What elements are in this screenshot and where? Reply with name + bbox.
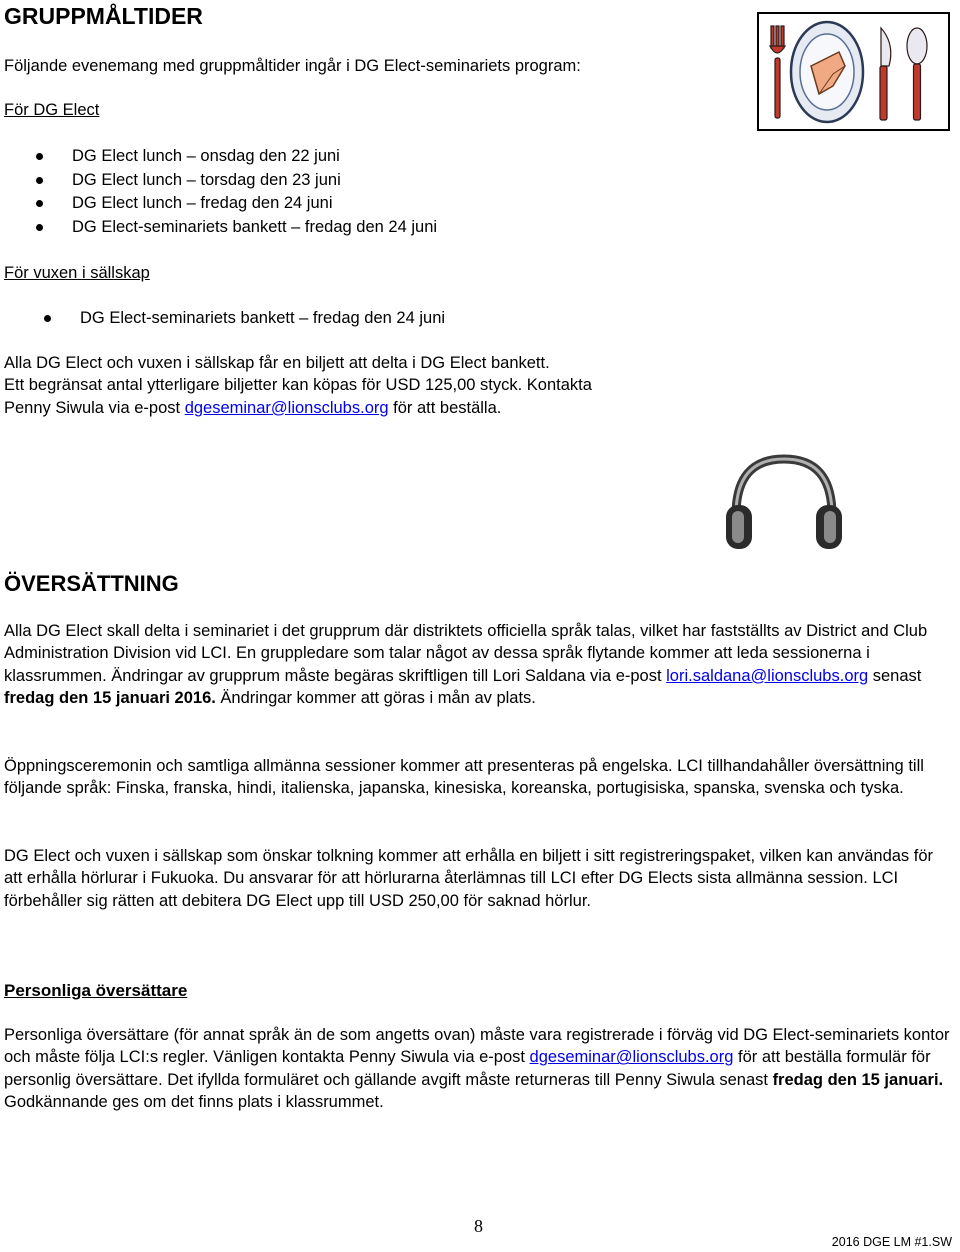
- email-link[interactable]: lori.saldana@lionsclubs.org: [666, 666, 869, 685]
- translation-heading: ÖVERSÄTTNING: [4, 571, 179, 596]
- group-title-dg-elect: För DG Elect: [4, 101, 100, 119]
- email-link[interactable]: dgeseminar@lionsclubs.org: [184, 398, 389, 417]
- list-item: DG Elect-seminariets bankett – fredag den 24 juni: [12, 307, 712, 331]
- meals-text-line-2: Ett begränsat antal ytterligare biljetter kan köpas för USD 125,00 styck. Kontakta: [4, 376, 592, 395]
- adult-guest-meal-list: [12, 307, 712, 331]
- headphones-image: [722, 453, 846, 553]
- list-item: DG Elect lunch – fredag den 24 juni: [4, 192, 704, 216]
- personal-translators-paragraph: Personliga översättare (för annat språk än de som angetts ovan) måste vara registrerade i förväg vid DG Elect-seminariets kontor och måste följa LCI:s regler. Vänligen kontakta Penny Siwula via e-post dgeseminar@lionsclubs.org för att beställa formulär för personlig översättare. Det ifyllda formuläret och gällande avgift måste returneras till Penny Siwula senast fredag den 15 januari. Godkännande ges om det finns plats i klassrummet.: [4, 1026, 950, 1111]
- meals-paragraph: [4, 352, 952, 419]
- translation-paragraph-3: DG Elect och vuxen i sällskap som önskar tolkning kommer att erhålla en biljett i sitt registreringspaket, vilken kan användas för att erhålla hörlurar i Fukuoka. Du ansvarar för att hörlurarna återlämnas till LCI efter DG Elects sista allmänna session. LCI förbehåller sig rätten att debitera DG Elect upp till USD 250,00 för saknad hörlur.: [4, 847, 934, 910]
- page-heading: GRUPPMÅLTIDER: [4, 3, 203, 29]
- intro-text: Följande evenemang med gruppmåltider ingår i DG Elect-seminariets program:: [4, 57, 581, 75]
- page-number: 8: [474, 1216, 483, 1236]
- place-setting-icon: [759, 14, 948, 129]
- deadline-date: fredag den 15 januari 2016.: [4, 688, 216, 707]
- list-item: DG Elect-seminariets bankett – fredag den 24 juni: [4, 216, 704, 240]
- dg-elect-meal-list: [4, 145, 704, 239]
- translation-paragraph-1: Alla DG Elect skall delta i seminariet i det grupprum där distriktets officiella språk talas, vilket har fastställts av District and Club Administration Division vid LCI. En gruppledare som talar något av dessa språk flytande kommer att leda sessionerna i klassrummen. Ändringar av grupprum måste begäras skriftligen till Lori Saldana via e-post lori.saldana@lionsclubs.org senast fredag den 15 januari 2016. Ändringar kommer att göras i mån av plats.: [4, 622, 928, 707]
- meals-text-line-1: Alla DG Elect och vuxen i sällskap får en biljett att delta i DG Elect bankett.: [4, 354, 550, 372]
- group-title-adult-guest: För vuxen i sällskap: [4, 264, 150, 282]
- list-item: DG Elect lunch – onsdag den 22 juni: [4, 145, 704, 169]
- translation-paragraph-2: Öppningsceremonin och samtliga allmänna sessioner kommer att presenteras på engelska. LCI tillhandahåller översättning till följande språk: Finska, franska, hindi, italienska, japanska, kinesiska, koreanska, portugisiska, spanska, svenska och tyska.: [4, 757, 924, 798]
- personal-translators-heading: Personliga översättare: [4, 981, 188, 1000]
- footer-code: 2016 DGE LM #1.SW: [831, 1235, 952, 1249]
- email-link[interactable]: dgeseminar@lionsclubs.org: [529, 1048, 734, 1067]
- list-item: DG Elect lunch – torsdag den 23 juni: [4, 169, 704, 193]
- deadline-date: fredag den 15 januari.: [772, 1070, 944, 1089]
- headphones-icon: [722, 453, 846, 553]
- place-setting-image: [757, 12, 950, 131]
- meals-text-line-3: Penny Siwula via e-post dgeseminar@lionsclubs.org för att beställa.: [4, 398, 502, 417]
